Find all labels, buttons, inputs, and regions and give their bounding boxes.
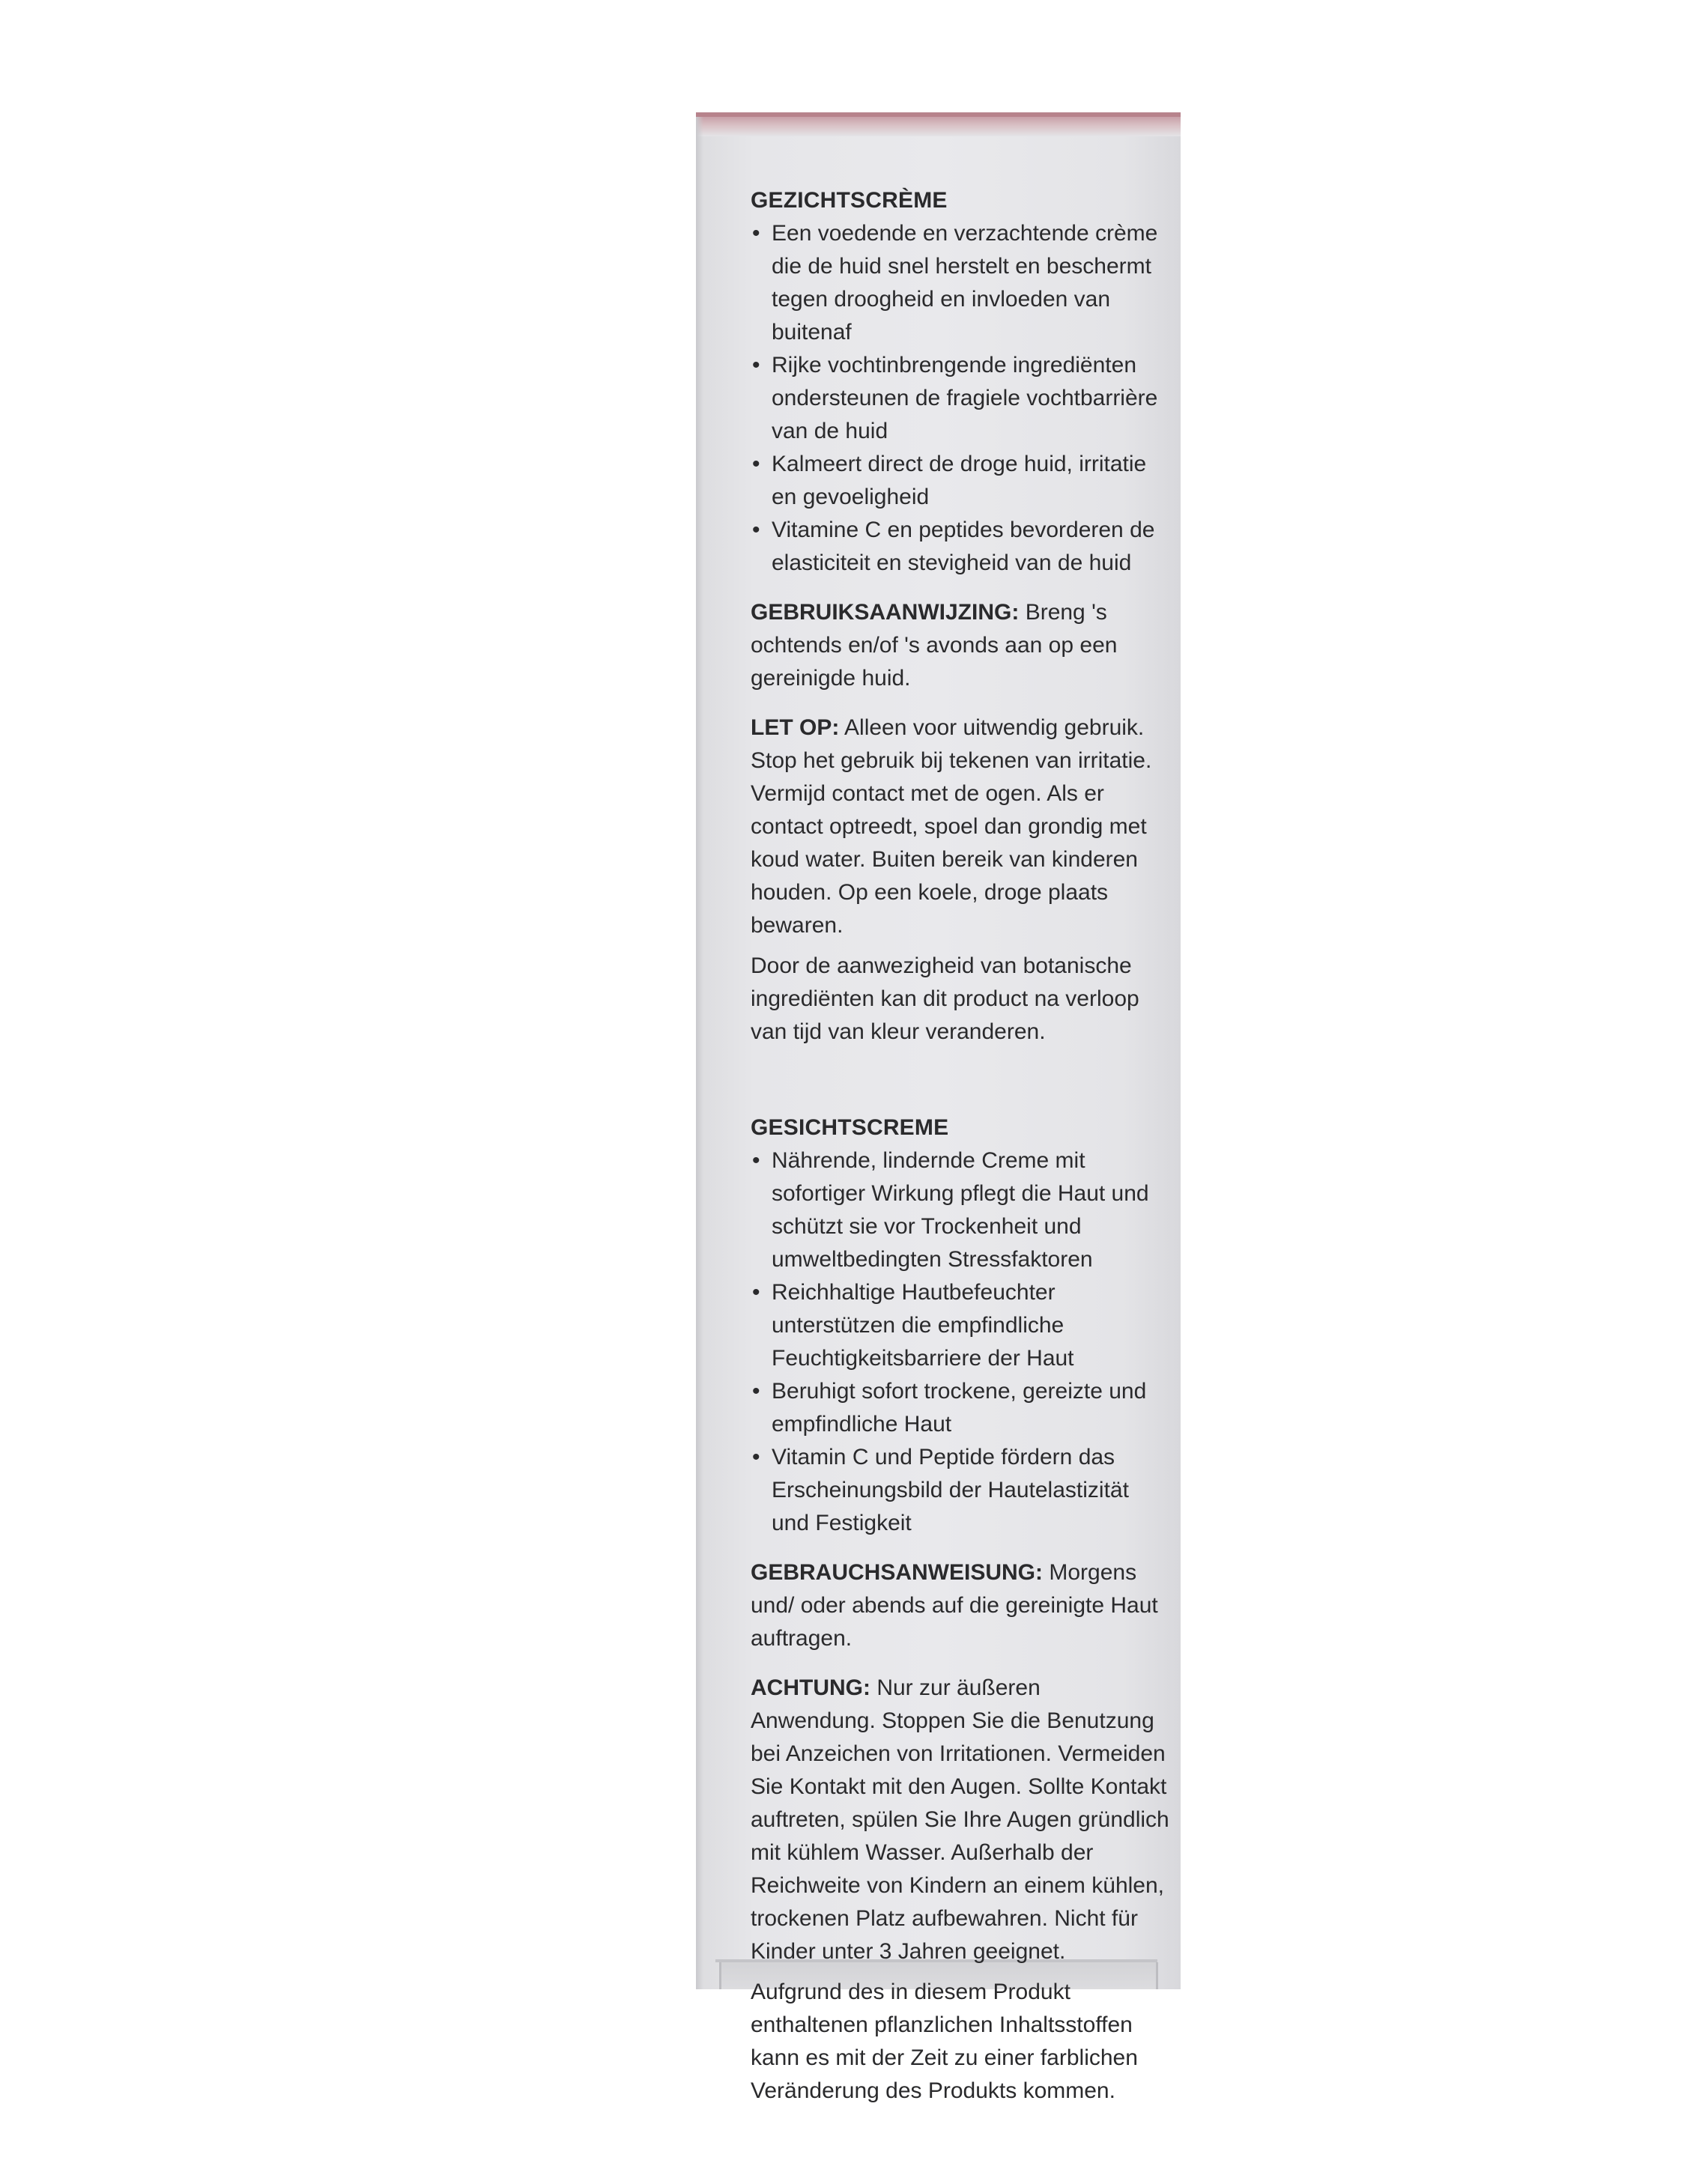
- bullet-dot-icon: •: [752, 353, 760, 377]
- bullet-dot-icon: •: [752, 1280, 760, 1305]
- box-top-lip: [696, 117, 1181, 136]
- dutch-bullet-list: [751, 217, 1170, 580]
- dutch-note: Door de aanwezigheid van botanische ingrediënten kan dit product na verloop van tijd van kleur veranderen.: [751, 953, 1139, 1044]
- bullet-dot-icon: •: [752, 452, 760, 476]
- box-left-shadow: [696, 117, 703, 1989]
- german-section: [751, 1111, 1170, 2108]
- dutch-section: [751, 184, 1170, 1049]
- bullet-dot-icon: •: [752, 1445, 760, 1469]
- german-bullet-list: [751, 1144, 1170, 1540]
- dutch-bullet-2: • Rijke vochtinbrengende ingrediënten ondersteunen de fragiele vochtbarrière van de huid: [751, 349, 1170, 448]
- dutch-bullet-4: • Vitamine C en peptides bevorderen de elasticiteit en stevigheid van de huid: [751, 514, 1170, 580]
- german-usage: [751, 1556, 1170, 1655]
- dutch-bullet-1: • Een voedende en verzachtende crème die de huid snel herstelt en beschermt tegen droogheid en invloeden van buitenaf: [751, 217, 1170, 349]
- german-bullet-2: • Reichhaltige Hautbefeuchter unterstützen die empfindliche Feuchtigkeitsbarriere der Haut: [751, 1276, 1170, 1375]
- german-warning: [751, 1672, 1170, 1968]
- bullet-dot-icon: •: [752, 1379, 760, 1404]
- german-usage-text: Morgens und/ oder abends auf die gereinigte Haut auftragen.: [751, 1560, 1158, 1651]
- dutch-usage: [751, 596, 1170, 695]
- printed-text-panel: [751, 184, 1170, 2108]
- german-bullet-4: • Vitamin C und Peptide fördern das Erscheinungsbild der Hautelastizität und Festigkeit: [751, 1441, 1170, 1540]
- bullet-dot-icon: •: [752, 518, 760, 542]
- dutch-warning-label: LET OP:: [751, 715, 840, 740]
- dutch-bullet-3: • Kalmeert direct de droge huid, irritatie en gevoeligheid: [751, 448, 1170, 514]
- german-bullet-1: • Nährende, lindernde Creme mit sofortiger Wirkung pflegt die Haut und schützt sie vor Trockenheit und umweltbedingten Stressfaktoren: [751, 1144, 1170, 1276]
- dutch-warning: [751, 712, 1170, 942]
- bullet-dot-icon: •: [752, 1148, 760, 1173]
- german-warning-label: ACHTUNG:: [751, 1675, 870, 1700]
- dutch-usage-label: GEBRUIKSAANWIJZING:: [751, 600, 1020, 625]
- german-note: Aufgrund des in diesem Produkt enthaltenen pflanzlichen Inhaltsstoffen kann es mit der Zeit zu einer farblichen Veränderung des Produkts kommen.: [751, 1980, 1138, 2103]
- bullet-dot-icon: •: [752, 221, 760, 246]
- dutch-warning-text: Alleen voor uitwendig gebruik. Stop het gebruik bij tekenen van irritatie. Vermijd contact met de ogen. Als er contact optreedt, spoel dan grondig met koud water. Buiten bereik van kinderen houden. Op een koele, droge plaats bewaren.: [751, 715, 1152, 938]
- german-warning-text: Nur zur äußeren Anwendung. Stoppen Sie die Benutzung bei Anzeichen von Irritationen. Vermeiden Sie Kontakt mit den Augen. Sollte Kontakt auftreten, spülen Sie Ihre Augen gründlich mit kühlem Wasser. Außerhalb der Reichweite von Kindern an einem kühlen, trockenen Platz aufbewahren. Nicht für Kinder unter 3 Jahren geeignet.: [751, 1675, 1169, 1964]
- german-bullet-3: • Beruhigt sofort trockene, gereizte und empfindliche Haut: [751, 1375, 1170, 1441]
- dutch-usage-text: Breng 's ochtends en/of 's avonds aan op een gereinigde huid.: [751, 600, 1118, 691]
- german-title: GESICHTSCREME: [751, 1115, 949, 1140]
- dutch-title: GEZICHTSCRÈME: [751, 188, 948, 213]
- german-usage-label: GEBRAUCHSANWEISUNG:: [751, 1560, 1043, 1585]
